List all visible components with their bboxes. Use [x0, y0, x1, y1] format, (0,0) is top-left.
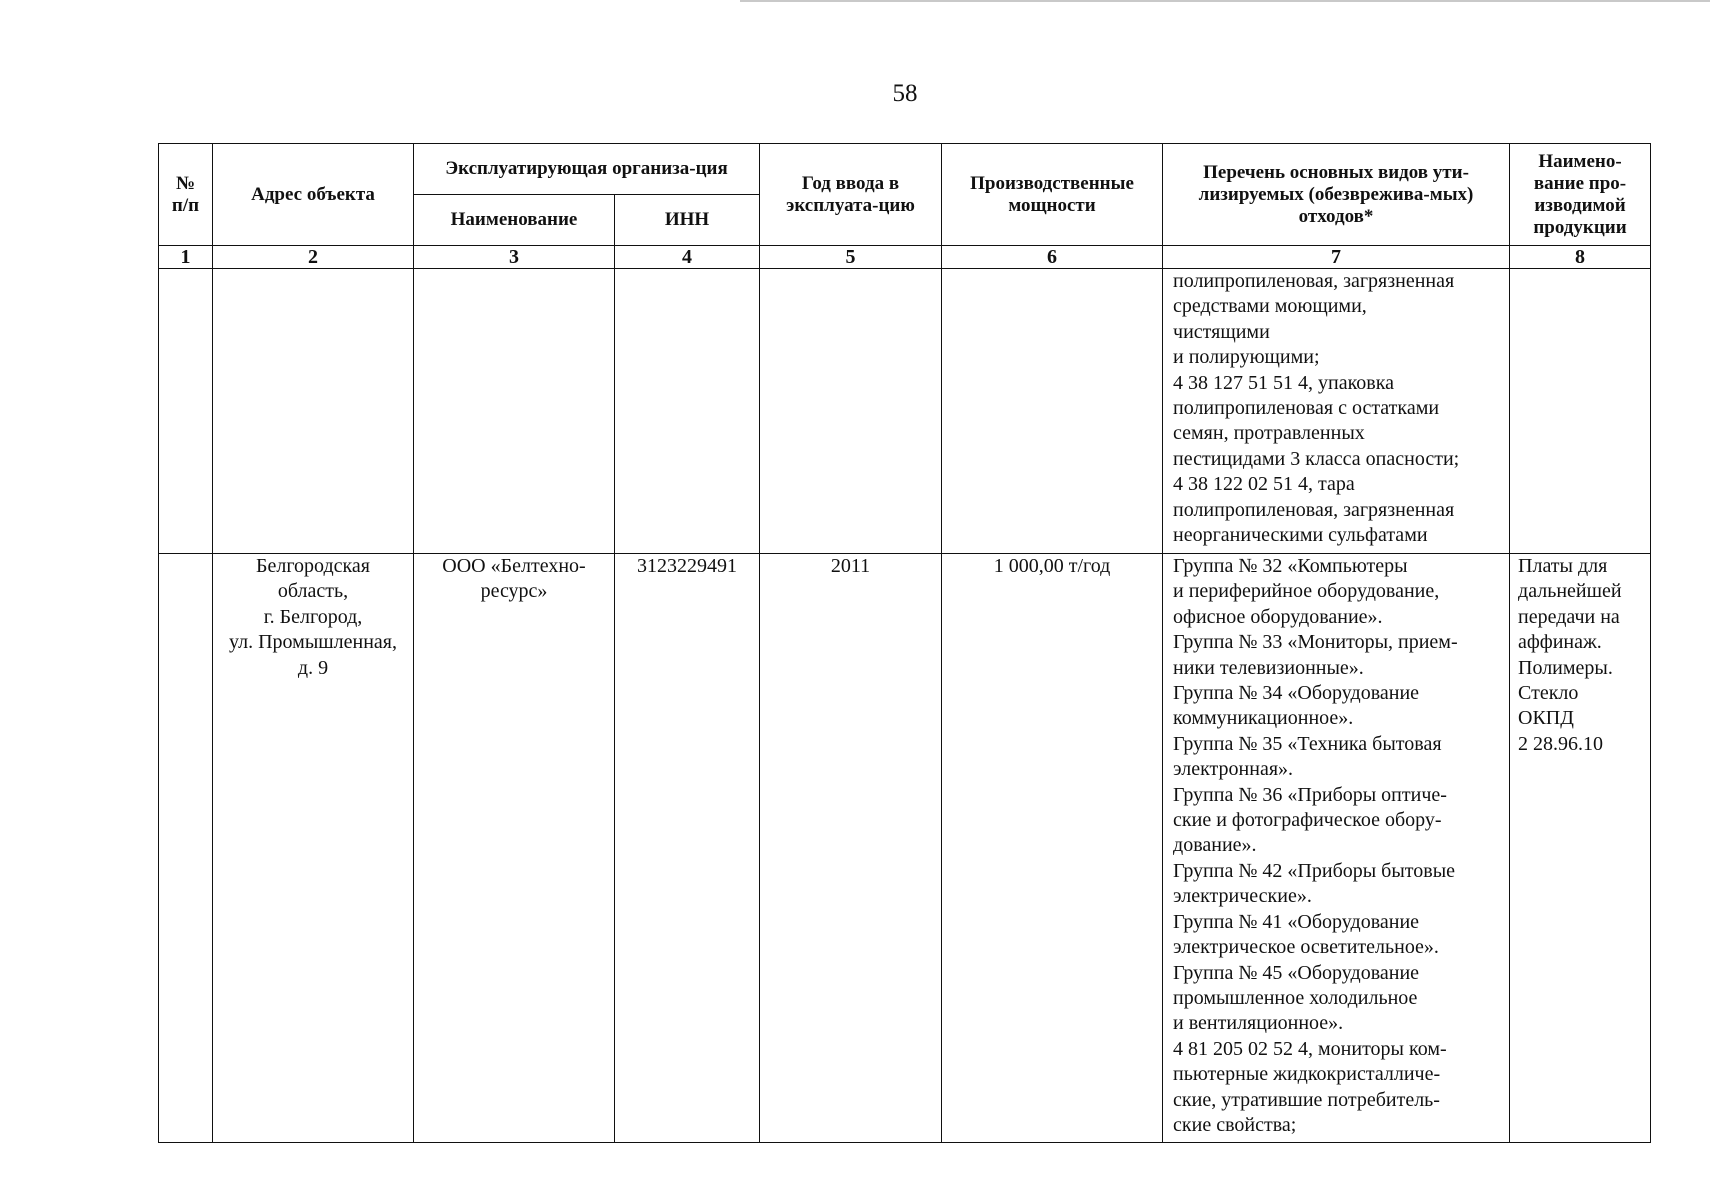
cell-capacity: 1 000,00 т/год	[942, 554, 1163, 1143]
page-number: 58	[892, 80, 918, 107]
column-number: 8	[1510, 246, 1651, 269]
cell-num	[159, 269, 213, 554]
address-line: г. Белгород,	[263, 605, 363, 628]
address-line: Белгородская	[255, 555, 370, 577]
waste-line: средствами моющими,	[1173, 295, 1367, 318]
address-line: д. 9	[297, 656, 329, 679]
header-address: Адрес объекта	[213, 144, 414, 246]
waste-line: 4 38 127 51 51 4, упаковка	[1173, 371, 1395, 394]
header-waste: Перечень основных видов ути-лизируемых (обезврежива-мых) отходов*	[1163, 144, 1510, 246]
waste-line: чистящими	[1173, 320, 1270, 343]
waste-line: 4 38 122 02 51 4, тара	[1173, 473, 1355, 496]
address-line: область,	[277, 580, 349, 603]
header-inn: ИНН	[615, 195, 760, 246]
column-number: 6	[942, 246, 1163, 269]
waste-line: Группа № 41 «Оборудование	[1173, 910, 1420, 933]
waste-line: ские, утратившие потребитель-	[1173, 1088, 1440, 1111]
waste-line: и периферийное оборудование,	[1173, 580, 1440, 603]
table-row	[159, 554, 1651, 1143]
product-line: 2 28.96.10	[1518, 732, 1604, 755]
product-line: аффинаж.	[1518, 631, 1602, 654]
column-number: 5	[760, 246, 942, 269]
scan-edge-line	[740, 0, 1710, 2]
cell-inn: 3123229491	[615, 554, 760, 1143]
cell-org-name	[414, 269, 615, 554]
cell-address	[213, 554, 414, 1143]
cell-org-name	[414, 554, 615, 1143]
waste-line: Группа № 34 «Оборудование	[1173, 682, 1420, 705]
waste-line: пьютерные жидкокристалличе-	[1173, 1063, 1441, 1086]
header-capacity: Производственные мощности	[942, 144, 1163, 246]
waste-line: 4 81 205 02 52 4, мониторы ком-	[1173, 1037, 1447, 1060]
header-num: № п/п	[159, 144, 213, 246]
column-number-row	[159, 246, 1651, 269]
waste-line: Группа № 42 «Приборы бытовые	[1173, 859, 1456, 882]
waste-line: Группа № 35 «Техника бытовая	[1173, 732, 1442, 755]
waste-line: неорганическими сульфатами	[1173, 524, 1428, 547]
header-year: Год ввода в эксплуата-цию	[760, 144, 942, 246]
facilities-table	[158, 143, 1651, 1143]
product-line: дальнейшей	[1518, 580, 1622, 603]
waste-line: Группа № 32 «Компьютеры	[1173, 555, 1408, 577]
waste-line: полипропиленовая, загрязненная	[1173, 270, 1455, 292]
cell-product	[1510, 554, 1651, 1143]
cell-inn	[615, 269, 760, 554]
column-number: 1	[159, 246, 213, 269]
waste-line: Группа № 36 «Приборы оптиче-	[1173, 783, 1447, 806]
cell-address	[213, 269, 414, 554]
header-org-group: Эксплуатирующая организа-ция	[414, 144, 760, 195]
product-line: передачи на	[1518, 605, 1620, 628]
waste-line: ские свойства;	[1173, 1113, 1297, 1136]
product-line: ОКПД	[1518, 707, 1574, 730]
column-number: 7	[1163, 246, 1510, 269]
cell-year	[760, 269, 942, 554]
waste-line: промышленное холодильное	[1173, 986, 1418, 1009]
header-org-name: Наименование	[414, 195, 615, 246]
product-line: Платы для	[1518, 555, 1608, 577]
column-number: 3	[414, 246, 615, 269]
cell-product	[1510, 269, 1651, 554]
waste-line: электрические».	[1173, 885, 1312, 908]
waste-line: электрическое осветительное».	[1173, 936, 1439, 959]
waste-line: полипропиленовая, загрязненная	[1173, 498, 1455, 521]
column-number: 2	[213, 246, 414, 269]
product-line: Полимеры.	[1518, 656, 1613, 679]
waste-line: семян, протравленных	[1173, 422, 1365, 445]
waste-line: пестицидами 3 класса опасности;	[1173, 447, 1460, 470]
waste-line: и вентиляционное».	[1173, 1012, 1344, 1035]
waste-line: ники телевизионные».	[1173, 656, 1364, 679]
cell-year: 2011	[760, 554, 942, 1143]
waste-line: полипропиленовая с остатками	[1173, 397, 1440, 420]
header-row-1	[159, 144, 1651, 195]
waste-line: Группа № 45 «Оборудование	[1173, 961, 1420, 984]
waste-line: и полирующими;	[1173, 346, 1320, 369]
org-name-line: ресурс»	[480, 580, 548, 603]
waste-line: ские и фотографическое обору-	[1173, 809, 1442, 832]
cell-num	[159, 554, 213, 1143]
column-number: 4	[615, 246, 760, 269]
waste-line: дование».	[1173, 834, 1257, 857]
header-product: Наимено-вание про-изводимой продукции	[1510, 144, 1651, 246]
address-line: ул. Промышленная,	[229, 631, 397, 654]
product-line: Стекло	[1518, 682, 1579, 705]
waste-line: коммуникационное».	[1173, 707, 1354, 730]
continued-table-row	[159, 269, 1651, 554]
org-name-line: ООО «Белтехно-	[442, 555, 586, 577]
waste-line: электронная».	[1173, 758, 1294, 781]
cell-waste-list	[1163, 269, 1510, 554]
cell-waste-list	[1163, 554, 1510, 1143]
cell-capacity	[942, 269, 1163, 554]
waste-line: офисное оборудование».	[1173, 605, 1383, 628]
waste-line: Группа № 33 «Мониторы, прием-	[1173, 631, 1458, 654]
